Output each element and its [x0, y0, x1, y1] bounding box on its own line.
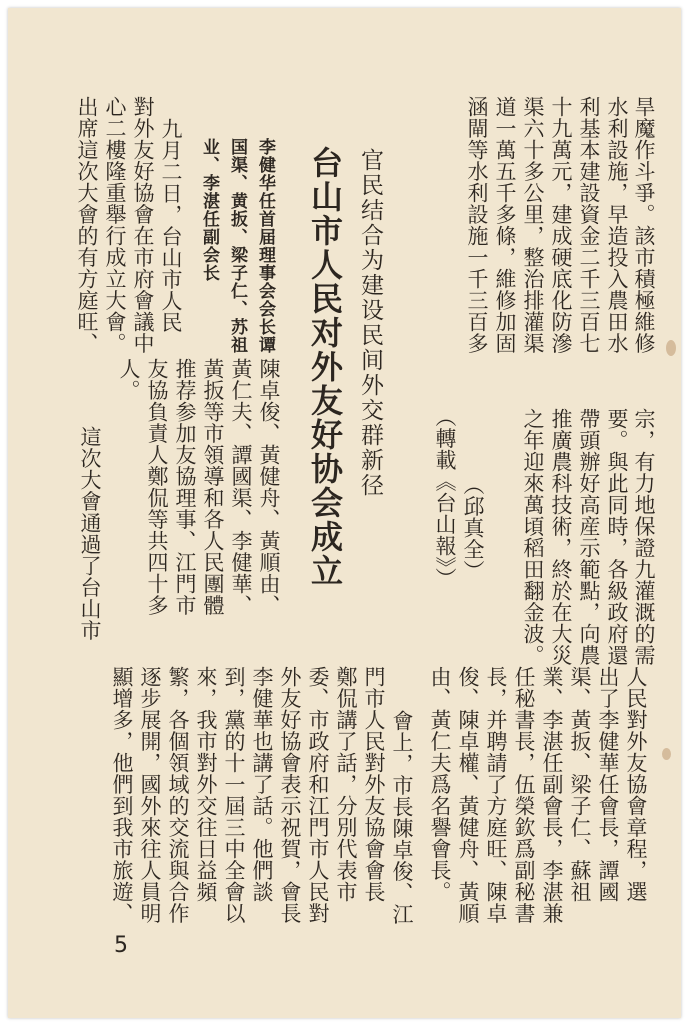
text-column: 黃扳等市領導和各人民團體: [201, 358, 225, 616]
text-column: 心二樓隆重舉行成立大會。: [103, 96, 127, 354]
article-title: 台山市人民对外友好协会成立: [306, 146, 344, 588]
text-column: 九月二日，台山市人民: [159, 118, 183, 333]
paper-stain: [666, 340, 676, 356]
text-column: 門市人民對外友協會會長: [362, 666, 386, 903]
text-column: 出了李健華任會長，譚國: [596, 666, 620, 903]
deck-line: 国渠、黄扳、梁子仁、苏祖: [227, 138, 247, 354]
text-column: 外友好協會表示祝賀，會長: [278, 666, 302, 924]
article-subtitle: 官民结合为建设民间外交群新径: [357, 148, 383, 498]
text-column: 水利設施，早造投入農田水: [605, 96, 629, 354]
text-column: 渠、黃扳、梁子仁、蘇祖: [568, 666, 592, 903]
text-column: 顯增多，他們到我市旅遊、: [110, 666, 134, 924]
text-column: 俊、陳卓權、黃健舟、黃順: [456, 666, 480, 924]
source-credit: （轉載《台山報》）: [433, 406, 457, 589]
text-column: 道一萬五千多條，維修加固: [493, 96, 517, 354]
text-column: 帶頭辦好高産示範點，向農: [577, 408, 601, 666]
text-column: 任秘書長，伍榮欽爲副秘書: [512, 666, 536, 924]
deck-line: 业、李湛任副会长: [199, 138, 219, 282]
text-column: 李健華也講了話。他們談: [250, 666, 274, 903]
text-column: 來，我市對外交往日益頻: [194, 666, 218, 903]
text-column: 渠六十多公里，整治排灌渠: [521, 96, 545, 354]
text-column: 涵閘等水利設施一千三百多: [465, 96, 489, 354]
text-column: 到，黨的十一屆三中全會以: [222, 666, 246, 924]
text-column: 黃仁夫、譚國渠、李健華、: [229, 358, 253, 616]
text-column: 旱魔作斗爭。該市積極維修: [632, 96, 656, 354]
text-column: 出席這次大會的有方庭旺、: [75, 96, 99, 354]
text-column: 長，并聘請了方庭旺、陳卓: [484, 666, 508, 924]
text-column: 逐步展開，國外來往人員明: [138, 666, 162, 924]
text-column: 友協負責人鄭侃等共四十多: [145, 358, 169, 616]
text-column: 由、黃仁夫爲名譽會長。: [428, 666, 452, 903]
text-column: 對外友好協會在市府會議中: [131, 96, 155, 354]
text-column: 委、市政府和江門市人民對: [306, 666, 330, 924]
text-column: 這次大會通過了台山市: [78, 426, 102, 641]
text-column: 業、李湛任副會長，李湛兼: [540, 666, 564, 924]
text-column: 推荐参加友協理事、江門市: [173, 358, 197, 616]
text-column: 利基本建設資金二千三百七: [577, 96, 601, 354]
text-column: 繁，各個領域的交流與合作: [166, 666, 190, 924]
text-column: 宗，有力地保證九灌溉的需: [632, 408, 656, 666]
document-page: [8, 8, 681, 1018]
text-column: 推廣農科技術，終於在大災: [549, 408, 573, 666]
page-number: 5: [114, 933, 128, 958]
deck-line: 李健华任首届理事会会长谭: [255, 138, 275, 354]
text-column: 之年迎來萬頃稻田翻金波。: [521, 408, 545, 666]
text-column: 人。: [117, 358, 141, 401]
paper-stain: [662, 748, 671, 760]
text-column: 鄭侃講了話，分別代表市: [334, 666, 358, 903]
author-credit: （邱真全）: [461, 474, 485, 582]
text-column: 人民對外友協會章程，選: [624, 666, 648, 903]
text-column: 要。與此同時，各級政府還: [605, 408, 629, 666]
text-column: 會上，市長陳卓俊、江: [390, 710, 414, 925]
text-column: 陳卓俊、黃健舟、黃順由、: [257, 358, 281, 616]
text-column: 十九萬元，建成硬底化防滲: [549, 96, 573, 354]
